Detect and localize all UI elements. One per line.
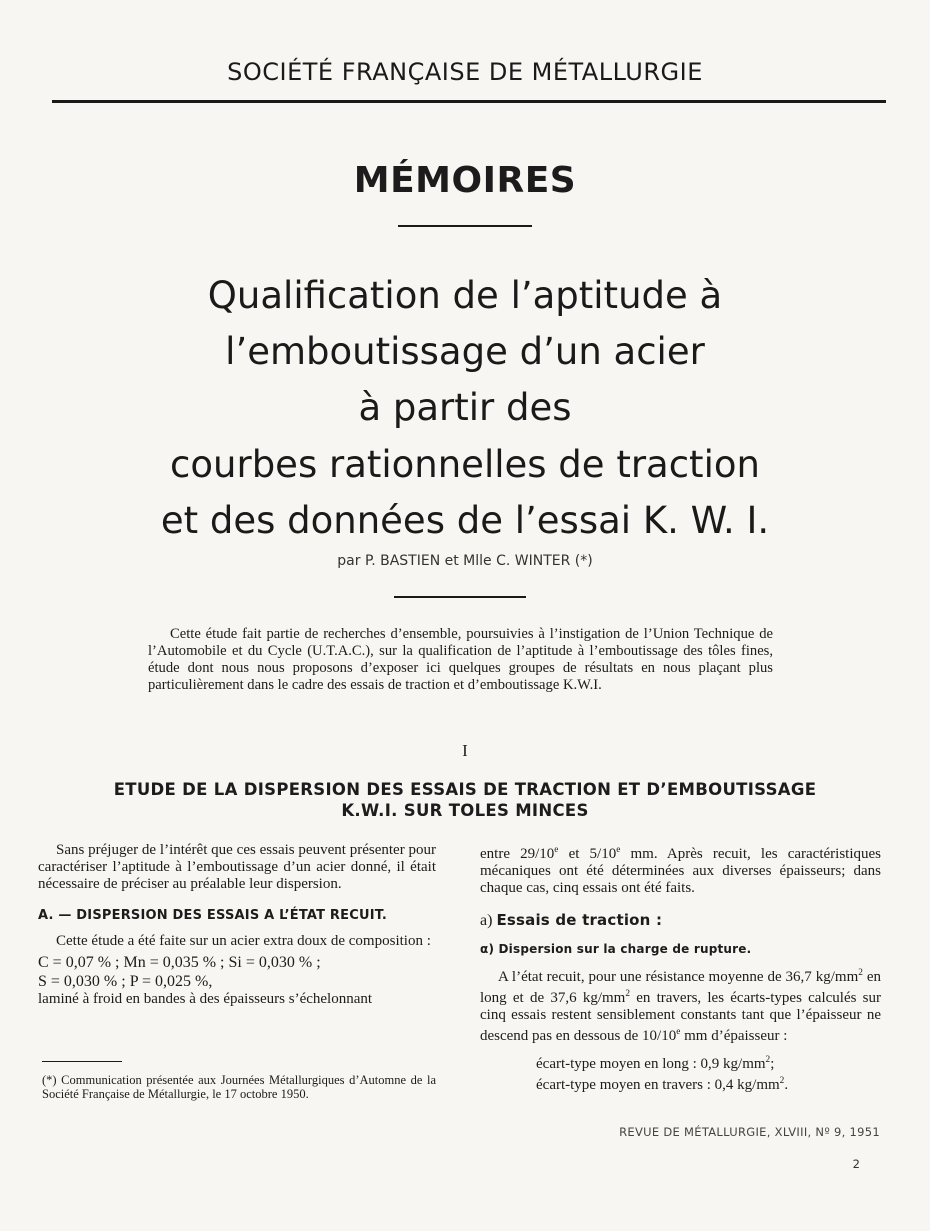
article-title-line-4: courbes rationnelles de traction	[170, 443, 760, 486]
ecart-long-end: ;	[770, 1056, 775, 1072]
superscript: 2	[858, 968, 863, 978]
composition-intro: Cette étude a été faite sur un acier extra doux de composition :	[56, 933, 431, 949]
header-rule	[52, 100, 886, 103]
abstract-paragraph: Cette étude fait partie de recherches d’ensemble, poursuivies à l’instigation de l’Union Technique de l’Automobile et du Cycle (U.T.A.C.), sur la qualification de l’aptitude à l’emboutissage des tôles fines, étude dont nous nous proposons d’exposer ici quelques groupes de résultats en nous plaçant plus particulièrement dans le cadre des essais de traction et d’emboutissage K.W.I.	[148, 626, 773, 693]
ecart-long	[480, 1052, 881, 1073]
ecart-travers-text: écart-type moyen en travers : 0,4 kg/mm	[536, 1077, 780, 1093]
superscript: e	[554, 845, 559, 855]
article-title-line-5: et des données de l’essai K. W. I.	[160, 499, 770, 542]
continued-text-e: mm. Après recuit, les caractéristiques mécaniques ont été déterminées aux diverses épaisseurs; dans chaque cas, cinq essais ont été faits.	[480, 846, 881, 896]
superscript: e	[616, 845, 621, 855]
ecart-travers-end: .	[784, 1077, 789, 1093]
rupture-text-a: A l’état recuit, pour une résistance moyenne de 36,7 kg/mm	[498, 969, 859, 985]
section-heading: MÉMOIRES	[353, 160, 577, 201]
intro-paragraph: Sans préjuger de l’intérêt que ces essais peuvent présenter pour caractériser l’aptitude à l’emboutissage d’un acier donné, il était nécessaire de préciser au préalable leur dispersion.	[38, 842, 436, 892]
composition-line-1: C = 0,07 % ; Mn = 0,035 % ; Si = 0,030 % ;	[38, 954, 321, 971]
section-numeral: I	[462, 741, 468, 760]
memoires-rule	[398, 225, 532, 227]
society-header: SOCIÉTÉ FRANÇAISE DE MÉTALLURGIE	[227, 58, 703, 86]
section-title-line-1: ETUDE DE LA DISPERSION DES ESSAIS DE TRACTION ET D’EMBOUTISSAGE	[113, 780, 817, 799]
continued-paragraph	[480, 842, 881, 897]
rupture-text-d: mm d’épaisseur :	[680, 1028, 788, 1044]
left-column	[38, 842, 436, 1008]
continued-text-a: entre 29/10	[480, 846, 555, 862]
article-title-line-3: à partir des	[358, 386, 572, 429]
subsection-heading-traction	[480, 912, 881, 929]
journal-citation: REVUE DE MÉTALLURGIE, XLVIII, Nº 9, 1951	[619, 1125, 880, 1139]
rupture-paragraph	[480, 965, 881, 1045]
superscript: 2	[779, 1076, 785, 1086]
footnote-rule	[42, 1061, 122, 1062]
page-number: 2	[852, 1157, 860, 1171]
right-column	[480, 842, 881, 1094]
subsection-heading-a: A. — DISPERSION DES ESSAIS A L’ÉTAT RECUIT.	[38, 908, 387, 923]
subsection-heading-alpha: α) Dispersion sur la charge de rupture.	[480, 942, 752, 956]
ecart-travers	[480, 1073, 881, 1094]
article-title-line-1: Qualification de l’aptitude à	[207, 274, 723, 317]
article-title-line-2: l’emboutissage d’un acier	[225, 330, 705, 373]
laminated-text: laminé à froid en bandes à des épaisseurs s’échelonnant	[38, 991, 373, 1007]
section-title	[50, 779, 880, 821]
section-title-line-2: K.W.I. SUR TOLES MINCES	[341, 801, 589, 820]
superscript: e	[676, 1027, 681, 1037]
byline-rule	[394, 596, 526, 598]
footnote: (*) Communication présentée aux Journées Métallurgiques d’Automne de la Société Française de Métallurgie, le 17 octobre 1950.	[42, 1073, 436, 1101]
superscript: 2	[765, 1055, 771, 1065]
heading-text: Essais de traction :	[496, 911, 663, 929]
ecart-long-text: écart-type moyen en long : 0,9 kg/mm	[536, 1056, 766, 1072]
superscript: 2	[625, 989, 630, 999]
continued-text-c: et 5/10	[558, 846, 617, 862]
rupture-text-b: en long et de 37,6 kg/mm	[480, 969, 881, 1006]
heading-label: a)	[480, 912, 493, 929]
author-byline: par P. BASTIEN et Mlle C. WINTER (*)	[337, 553, 593, 569]
composition-line-2: S = 0,030 % ; P = 0,025 %,	[38, 973, 213, 990]
rupture-text-c: en travers, les écarts-types calculés sur cinq essais restent sensiblement constants tant que l’épaisseur ne descend pas en dessous de 10/10	[480, 990, 882, 1044]
